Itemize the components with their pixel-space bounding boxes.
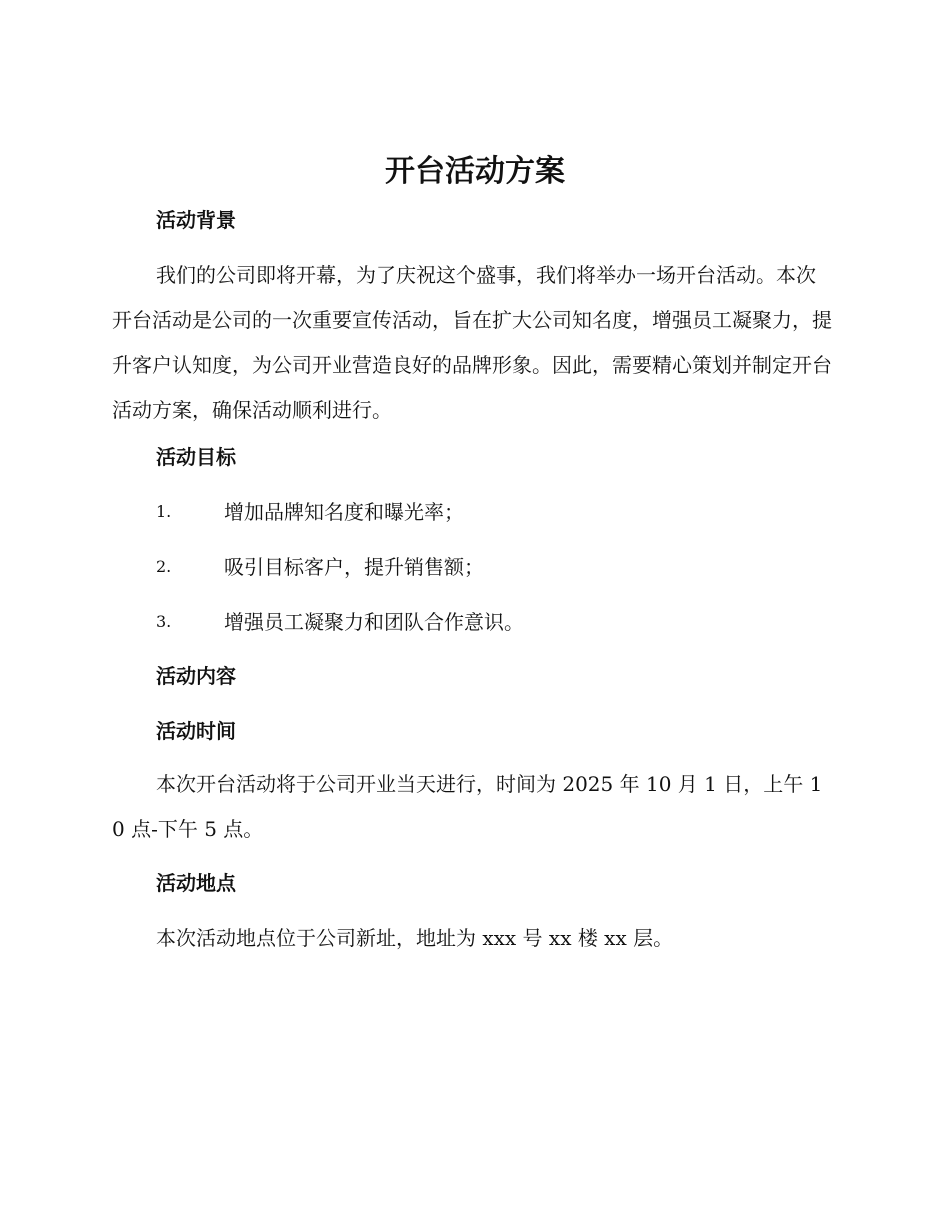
- list-number: 3.: [156, 612, 172, 631]
- list-number: 1.: [156, 502, 172, 521]
- paragraph-background: 我们的公司即将开幕，为了庆祝这个盛事，我们将举办一场开台活动。本次开台活动是公司的一次重要宣传活动，旨在扩大公司知名度，增强员工凝聚力，提升客户认知度，为公司开业营造良好的品牌形象。因此，需要精心策划并制定开台活动方案，确保活动顺利进行。: [112, 263, 832, 422]
- list-number: 2.: [156, 557, 172, 576]
- heading-content: 活动内容: [156, 664, 236, 688]
- heading-goals: 活动目标: [156, 445, 236, 469]
- paragraph-location: 本次活动地点位于公司新址，地址为 xxx 号 xx 楼 xx 层。: [156, 926, 674, 950]
- paragraph-time: 本次开台活动将于公司开业当天进行，时间为 2025 年 10 月 1 日，上午 10 点-下午 5 点。: [112, 772, 823, 841]
- list-text: 增强员工凝聚力和团队合作意识。: [224, 610, 524, 634]
- document-title: 开台活动方案: [385, 154, 565, 189]
- list-text: 增加品牌知名度和曝光率；: [224, 500, 464, 524]
- list-text: 吸引目标客户，提升销售额；: [224, 555, 484, 579]
- heading-time: 活动时间: [156, 719, 236, 743]
- heading-background: 活动背景: [156, 208, 236, 232]
- heading-location: 活动地点: [156, 871, 236, 895]
